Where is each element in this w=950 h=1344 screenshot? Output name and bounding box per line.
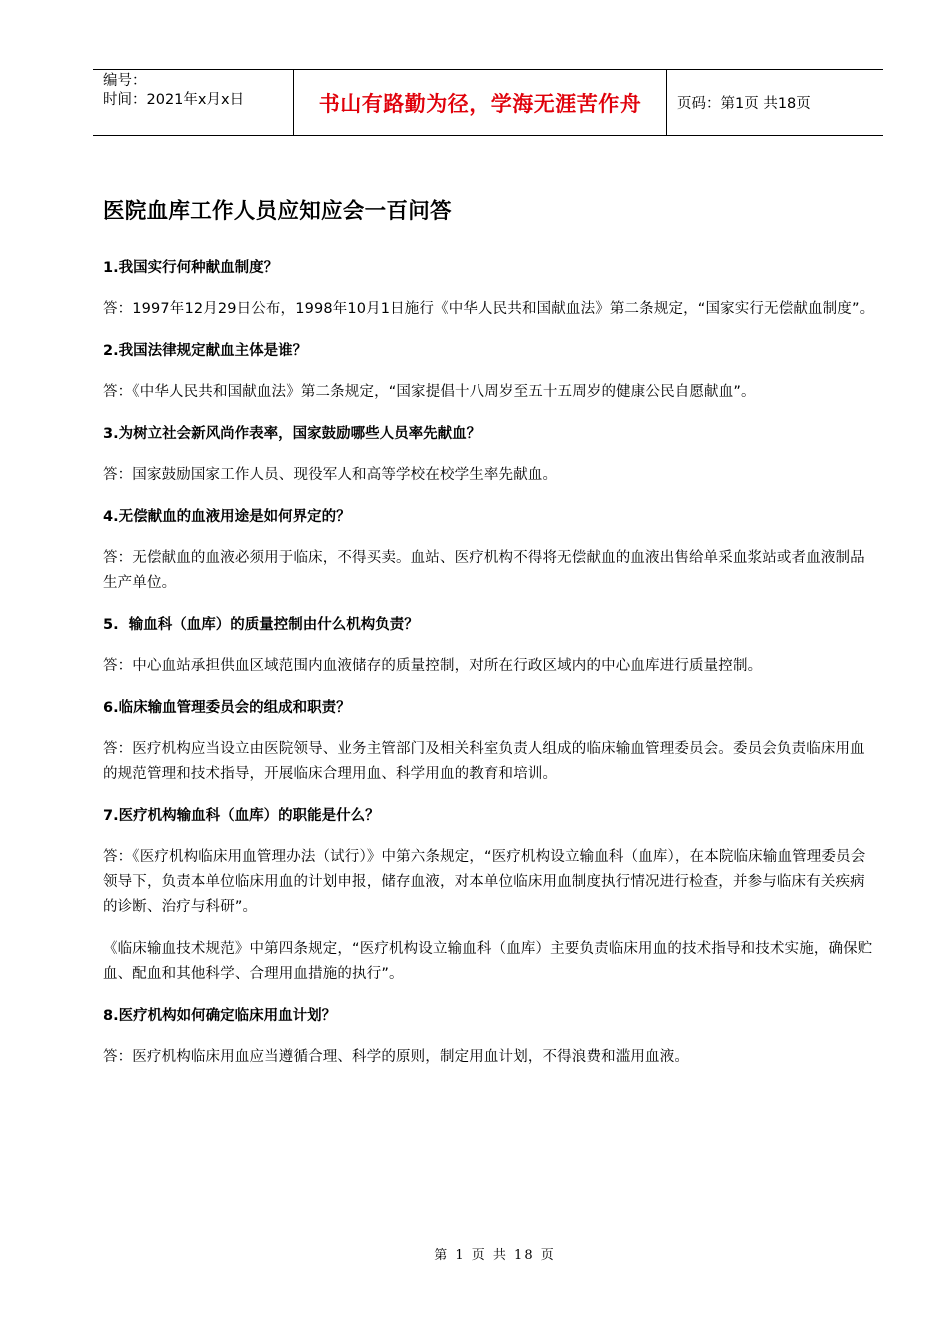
answer: 答：中心血站承担供血区域范围内血液储存的质量控制，对所在行政区域内的中心血库进行质量控制。: [103, 658, 763, 674]
qa-list: [103, 256, 878, 1087]
question: 3.为树立社会新风尚作表率，国家鼓励哪些人员率先献血？: [103, 426, 482, 442]
answer: 答：《医疗机构临床用血管理办法（试行）》中第六条规定，“医疗机构设立输血科（血库），在本院临床输血管理委员会领导下，负责本单位临床用血的计划申报，储存血液，对本单位临床用血制度执行情况进行检查，并参与临床有关疾病的诊断、治疗与科研”。: [103, 849, 866, 915]
document-title: 医院血库工作人员应知应会一百问答: [103, 199, 452, 224]
page-header: [93, 69, 883, 136]
question: 1.我国实行何种献血制度？: [103, 260, 279, 276]
serial-label: 编号：: [103, 73, 147, 89]
answer: 答：无偿献血的血液必须用于临床，不得买卖。血站、医疗机构不得将无偿献血的血液出售给单采血浆站或者血液制品生产单位。: [103, 550, 865, 591]
question: 4.无偿献血的血液用途是如何界定的？: [103, 509, 351, 525]
qa-item-2: [103, 339, 878, 405]
question: 5. 输血科（血库）的质量控制由什么机构负责？: [103, 617, 419, 633]
qa-item-3: [103, 422, 878, 488]
answer: 答：医疗机构临床用血应当遵循合理、科学的原则，制定用血计划，不得浪费和滥用血液。: [103, 1049, 689, 1065]
qa-item-4: [103, 505, 878, 596]
qa-item-1: [103, 256, 878, 322]
answer: 答：《中华人民共和国献血法》第二条规定，“国家提倡十八周岁至五十五周岁的健康公民自愿献血”。: [103, 384, 756, 400]
answer: 答：医疗机构应当设立由医院领导、业务主管部门及相关科室负责人组成的临床输血管理委员会。委员会负责临床用血的规范管理和技术指导，开展临床合理用血、科学用血的教育和培训。: [103, 741, 865, 782]
time-label: 时间：2021年x月x日: [103, 92, 245, 108]
answer-continued: 《临床输血技术规范》中第四条规定，“医疗机构设立输血科（血库）主要负责临床用血的技术指导和技术实施，确保贮血、配血和其他科学、合理用血措施的执行”。: [103, 941, 873, 982]
question: 8.医疗机构如何确定临床用血计划？: [103, 1008, 337, 1024]
page-footer: 第 1 页 共 18 页: [434, 1248, 556, 1263]
question: 2.我国法律规定献血主体是谁？: [103, 343, 308, 359]
question: 7.医疗机构输血科（血库）的职能是什么？: [103, 808, 380, 824]
qa-item-7: [103, 804, 878, 987]
answer: 答：国家鼓励国家工作人员、现役军人和高等学校在校学生率先献血。: [103, 467, 558, 483]
question: 6.临床输血管理委员会的组成和职责？: [103, 700, 351, 716]
header-page-info: 页码：第1页 共18页: [677, 96, 811, 112]
answer: 答：1997年12月29日公布，1998年10月1日施行《中华人民共和国献血法》第二条规定，“国家实行无偿献血制度”。: [103, 301, 875, 317]
qa-item-6: [103, 696, 878, 787]
qa-item-5: [103, 613, 878, 679]
qa-item-8: [103, 1004, 878, 1070]
header-meta: [93, 70, 294, 135]
header-motto: 书山有路勤为径，学海无涯苦作舟: [294, 70, 667, 135]
